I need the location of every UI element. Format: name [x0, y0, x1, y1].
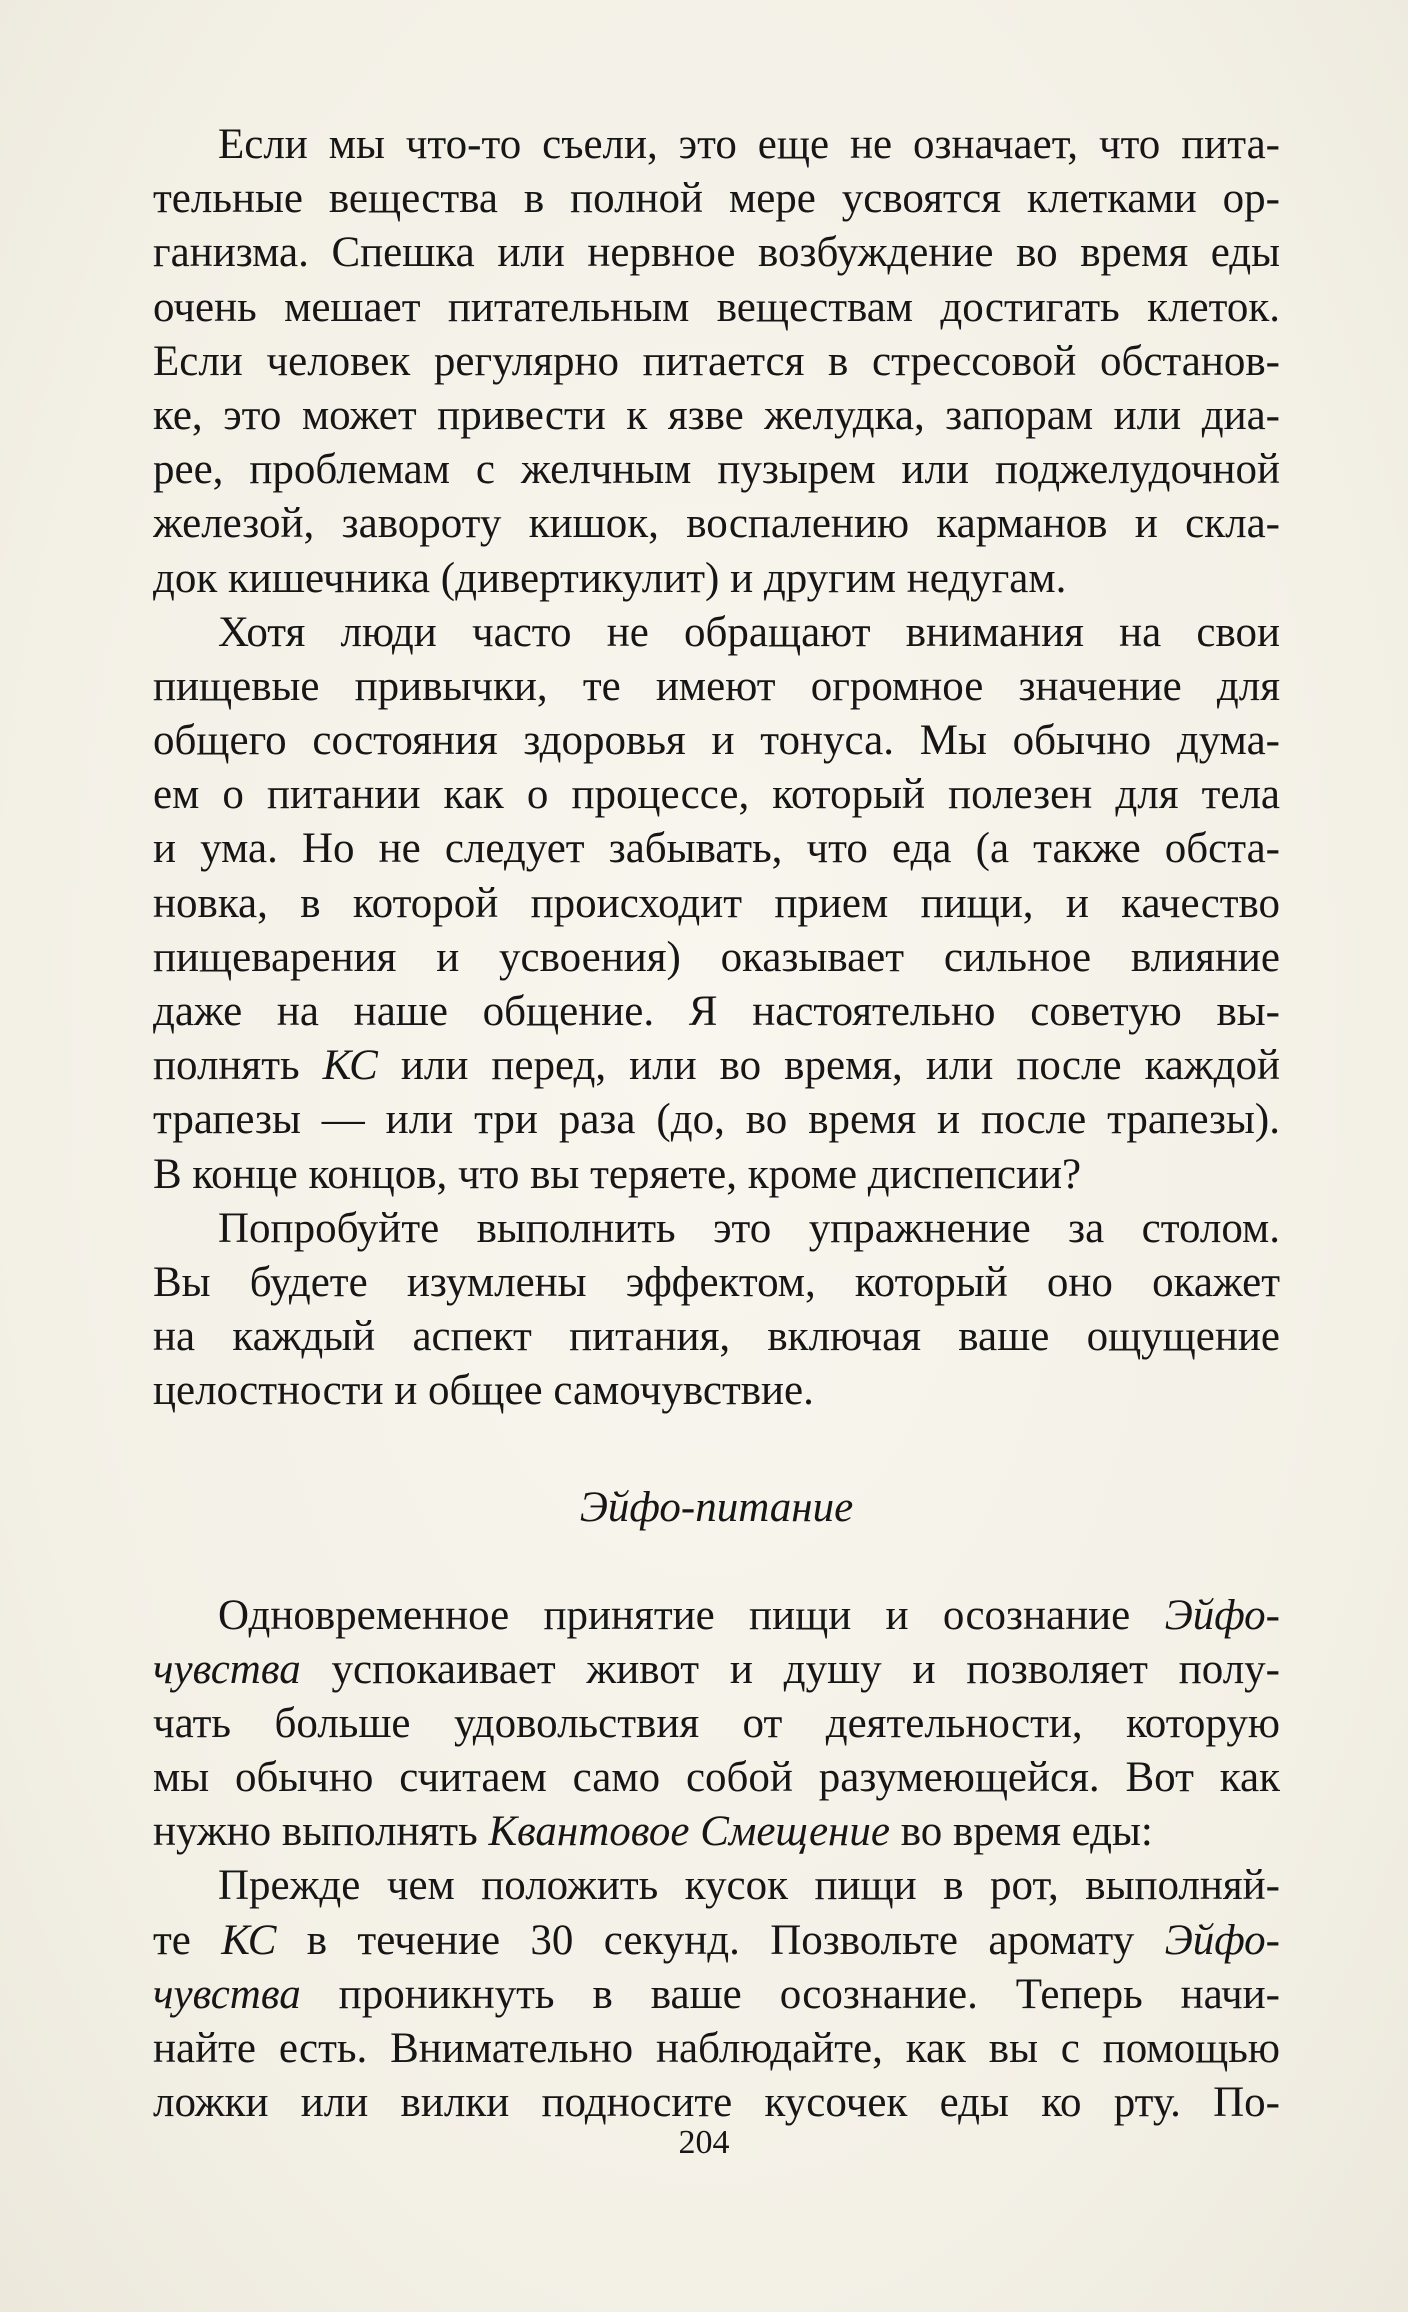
text-line: трапезы — или три раза (до, во время и после трапезы). — [153, 1096, 1280, 1144]
paragraph — [153, 606, 1280, 1202]
italic-term: КС — [221, 1916, 277, 1964]
text-line: тельные вещества в полной мере усвоятся клетками ор- — [153, 175, 1280, 223]
text-line: ке, это может привести к язве желудка, запорам или диа- — [153, 391, 1280, 439]
text-line: найте есть. Внимательно наблюдайте, как вы с помощью — [153, 2025, 1280, 2072]
text-line: на каждый аспект питания, включая ваше ощущение — [153, 1313, 1280, 1361]
page-number: 204 — [678, 2124, 730, 2161]
paragraph — [153, 1202, 1280, 1419]
italic-term: Квантовое Смещение — [488, 1808, 890, 1856]
body-text — [153, 118, 1280, 2130]
text-line: Если мы что-то съели, это еще не означает, что пита- — [218, 121, 1280, 168]
text-line: ем о питании как о процессе, который полезен для тела — [153, 771, 1280, 819]
text-line: ганизма. Спешка или нервное возбуждение во время еды — [153, 229, 1280, 277]
section-heading: Эйфо-питание — [579, 1483, 854, 1531]
text-line: очень мешает питательным веществам достигать клеток. — [153, 283, 1280, 331]
text-line: В конце концов, что вы теряете, кроме диспепсии? — [153, 1150, 1082, 1198]
text-line: даже на наше общение. Я настоятельно советую вы- — [153, 988, 1280, 1035]
italic-term: Эйфо- — [1164, 1916, 1280, 1964]
text-line: целостности и общее самочувствие. — [153, 1367, 814, 1415]
italic-term: Эйфо- — [1164, 1591, 1280, 1639]
text-line: Вы будете изумлены эффектом, который оно окажет — [153, 1258, 1280, 1306]
text-line: Хотя люди часто не обращают внимания на свои — [218, 608, 1280, 656]
text-line: Прежде чем положить кусок пищи в рот, выполняй- — [218, 1862, 1280, 1910]
text-line: пищевые привычки, те имеют огромное значение для — [153, 662, 1280, 710]
text-line: и ума. Но не следует забывать, что еда (а также обста- — [153, 825, 1280, 873]
text-line: пищеварения и усвоения) оказывает сильное влияние — [153, 933, 1280, 981]
text-line: нужно выполнять Квантовое Смещение во время еды: — [153, 1808, 1153, 1856]
text-line: чувства проникнуть в ваше осознание. Теперь начи- — [153, 1970, 1280, 2018]
text-line: те КС в течение 30 секунд. Позвольте аромату Эйфо- — [153, 1916, 1280, 1964]
text-line: чувства успокаивает живот и душу и позволяет полу- — [153, 1645, 1280, 1693]
text-line: мы обычно считаем само собой разумеющейся. Вот как — [153, 1754, 1280, 1802]
paragraph — [153, 1859, 1280, 2130]
text-line: железой, завороту кишок, воспалению карманов и скла- — [153, 500, 1280, 548]
text-line: Одновременное принятие пищи и осознание Эйфо- — [218, 1591, 1280, 1639]
paragraph — [153, 118, 1280, 606]
text-line: ложки или вилки подносите кусочек еды ко рту. По- — [153, 2079, 1280, 2127]
text-line: док кишечника (дивертикулит) и другим недугам. — [153, 554, 1067, 602]
text-line: общего состояния здоровья и тонуса. Мы обычно дума- — [153, 717, 1280, 765]
text-line: полнять КС или перед, или во время, или после каждой — [153, 1042, 1280, 1090]
italic-term: КС — [322, 1042, 378, 1090]
text-line: новка, в которой происходит прием пищи, и качество — [153, 879, 1280, 927]
text-line: Если человек регулярно питается в стрессовой обстанов- — [153, 337, 1280, 385]
text-line: чать больше удовольствия от деятельности, которую — [153, 1699, 1280, 1747]
paragraph — [153, 1589, 1280, 1860]
italic-term: чувства — [153, 1645, 301, 1693]
text-line: Попробуйте выполнить это упражнение за столом. — [218, 1204, 1280, 1252]
text-line: рее, проблемам с желчным пузырем или поджелудочной — [153, 446, 1280, 494]
italic-term: чувства — [153, 1970, 301, 2018]
